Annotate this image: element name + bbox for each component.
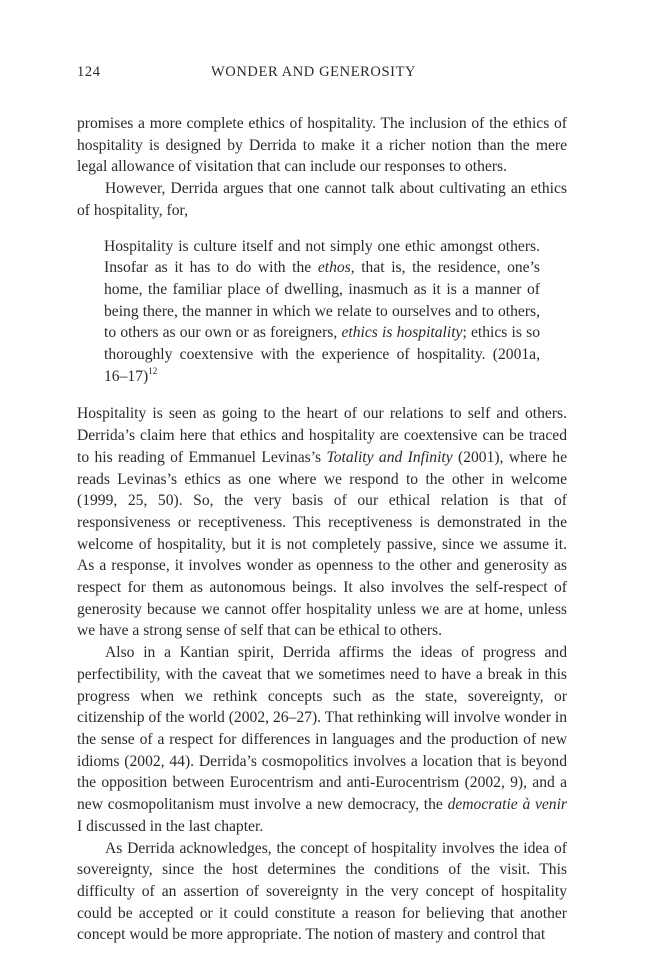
paragraph-1: [77, 113, 567, 178]
paragraph-3: [77, 403, 567, 642]
paragraph-4-text-1: Also in a Kantian spirit, Derrida affirms the ideas of progress and perfectibility, with the caveat that we sometimes need to have a break in this progress when we rethink concepts such as the state, sovereignty, or citizenship of the world (2002, 26–27). That rethinking will involve wonder in the sense of a respect for differences in languages and the production of new idioms (2002, 44). Derrida’s cosmopolitics involves a location that is beyond the opposition between Eurocentrism and anti-Eurocentrism (2002, 9), and a new cosmopolitanism must involve a new democracy, the: [77, 644, 567, 814]
paragraph-2-text: However, Derrida argues that one cannot talk about cultivating an ethics of hospitality, for,: [77, 180, 567, 219]
page-body: [77, 113, 567, 946]
quote-text-3: ; ethics is so thoroughly coextensive with the experience of hospitality. (2001a, 16–17): [104, 324, 541, 385]
paragraph-4: [77, 642, 567, 837]
democratie-a-venir: democratie à venir: [447, 796, 567, 814]
quote-text-1: Hospitality is culture itself and not simply one ethic amongst others. Insofar as it has to do with the: [104, 237, 540, 277]
paragraph-5-text: As Derrida acknowledges, the concept of hospitality involves the idea of sovereignty, since the host determines the conditions of the visit. This difficulty of an assertion of sovereignty in the very concept of hospitality could be accepted or it could constitute a reason for believing that another concept would be more appropriate. The notion of mastery and control that: [77, 839, 567, 944]
running-title: WONDER AND GENEROSITY: [211, 64, 417, 80]
paragraph-2: [77, 178, 567, 221]
quote-text-2: that is, the residence, one’s home, the familiar place of dwelling, inasmuch as it is a manner of being there, the manner in which we relate to ourselves and to others, to others as our own or as foreigners,: [104, 259, 540, 342]
footnote-marker: 12: [148, 365, 158, 376]
paragraph-4-text-2: I discussed in the last chapter.: [77, 817, 264, 835]
running-header: [77, 64, 567, 86]
page-number: 124: [77, 64, 101, 80]
paragraph-1-text: promises a more complete ethics of hospitality. The inclusion of the ethics of hospitality is designed by Derrida to make it a richer notion than the mere legal allowance of visitation that can include our responses to others.: [77, 115, 567, 176]
quote-ethics-is-hospitality: ethics is hospitality: [341, 324, 463, 342]
paragraph-3-text-1: Hospitality is seen as going to the heart of our relations to self and others. Derrida’s claim here that ethics and hospitality are coextensive can be traced to his reading of Emmanuel Levinas’s: [77, 405, 567, 466]
paragraph-3-text-2: (2001), where he reads Levinas’s ethics as one where we respond to the other in welcome (1999, 25, 50). So, the very basis of our ethical relation is that of responsiveness or receptiveness. This receptiveness is demonstrated in the welcome of hospitality, but it is not completely passive, since we assume it. As a response, it involves wonder as openness to the other and generosity as respect for them as autonomous beings. It also involves the self-respect of generosity because we cannot offer hospitality unless we are at home, unless we have a strong sense of self that can be ethical to others.: [77, 448, 567, 640]
paragraph-5: [77, 838, 567, 947]
quote-ethos: ethos,: [317, 259, 355, 277]
block-quote: [104, 236, 540, 388]
block-quote-text: [104, 236, 540, 388]
book-title: Totality and Infinity: [326, 448, 453, 466]
